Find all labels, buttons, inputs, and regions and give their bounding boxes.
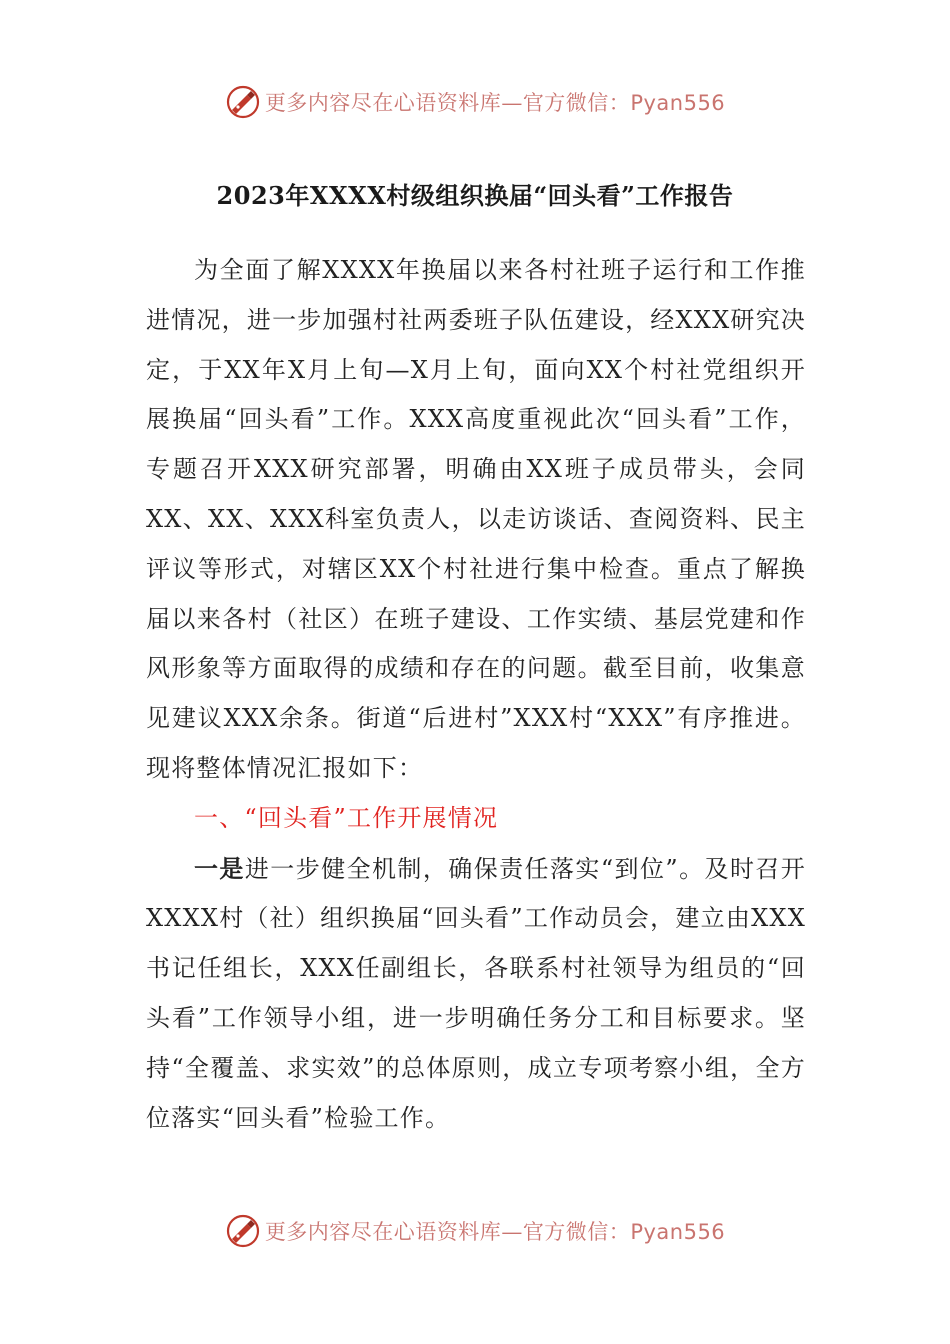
- intro-paragraph: 为全面了解XXXX年换届以来各村社班子运行和工作推进情况，进一步加强村社两委班子队伍建设，经XXX研究决定，于XX年X月上旬—X月上旬，面向XX个村社党组织开展换届“回头看”工作。XXX高度重视此次“回头看”工作，专题召开XXX研究部署，明确由XX班子成员带头，会同XX、XX、XXX科室负责人，以走访谈话、查阅资料、民主评议等形式，对辖区XX个村社进行集中检查。重点了解换届以来各村（社区）在班子建设、工作实绩、基层党建和作风形象等方面取得的成绩和存在的问题。截至目前，收集意见建议XXX余条。街道“后进村”XXX村“XXX”有序推进。现将整体情况汇报如下：: [146, 256, 806, 782]
- section-heading: 一、“回头看”工作开展情况: [194, 803, 499, 832]
- pen-nib-icon: [225, 1213, 261, 1249]
- pen-nib-icon: [225, 84, 261, 120]
- wechat-id: Pyan556: [630, 91, 726, 115]
- footer-watermark-banner: [0, 1209, 950, 1253]
- paragraph-body: 进一步健全机制，确保责任落实“到位”。及时召开XXXX村（社）组织换届“回头看”工作动员会，建立由XXX书记任组长，XXX任副组长，各联系村社领导为组员的“回头看”工作领导小组，进一步明确任务分工和目标要求。坚持“全覆盖、求实效”的总体原则，成立专项考察小组，全方位落实“回头看”检验工作。: [146, 854, 806, 1132]
- header-watermark-banner: [0, 80, 950, 124]
- watermark-text: 更多内容尽在心语资料库—官方微信：Pyan556: [264, 1220, 726, 1244]
- paragraph-lead: 一是: [194, 853, 245, 883]
- document-body: [146, 246, 806, 1143]
- watermark-text: 更多内容尽在心语资料库—官方微信：Pyan556: [264, 91, 726, 115]
- wechat-id: Pyan556: [630, 1220, 726, 1244]
- document-title: 2023年XXXX村级组织换届“回头看”工作报告: [216, 181, 734, 210]
- section-paragraph: [146, 844, 806, 1144]
